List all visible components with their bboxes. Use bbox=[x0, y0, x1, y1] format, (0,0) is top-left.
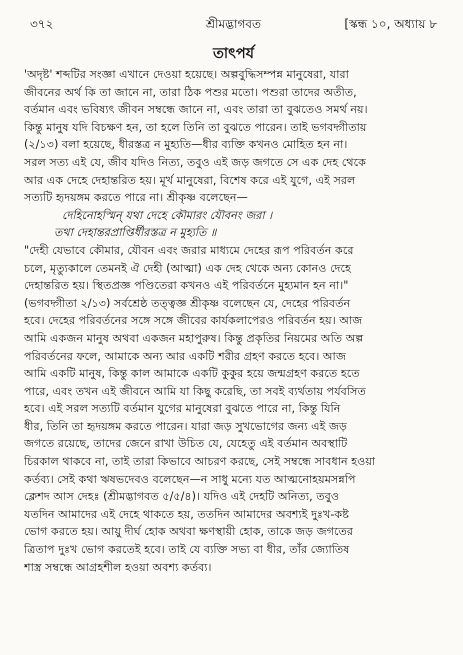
section-title: তাৎপর্য bbox=[212, 46, 255, 62]
text-line: "দেহী যেভাবে কৌমার, যৌবন এবং জরার মাধ্যমে দেহের রূপ পরিবর্তন করে bbox=[24, 243, 354, 257]
text-line: দেহান্তরিত হয়। স্থিতপ্রজ্ঞ পণ্ডিতেরা কখনও এই পরিবর্তনে মুহ্যমান হন না।" bbox=[24, 279, 349, 293]
text-line: কর্তব্য। সেই কথা ঋষভদেবও বলেছেন—ন সাধু মন্যে যত আত্মনোহয়মসন্নপি bbox=[24, 472, 356, 486]
text-line: সত্যটি হৃদয়ঙ্গম করতে পারে না। শ্রীকৃষ্ণ বলেছেন— bbox=[24, 191, 248, 205]
text-line: চিরকাল থাকবে না, তাই তারা কিভাবে আচরণ করছে, সেই সম্বন্ধে সাবধান হওয়া bbox=[24, 455, 376, 469]
text-line: ভোগ করতে হয়। আয়ু দীর্ঘ হোক অথবা ক্ষণস্থায়ী হোক, তাকে জড় জগতের bbox=[24, 525, 354, 539]
text-line: ধীর, তিনি তা হৃদয়ঙ্গম করতে পারেন। যারা জড় সুখভোগের জন্য এই জড় bbox=[24, 419, 348, 433]
text-line: (ভগবদ্গীতা ২/১৩) সর্বশ্রেষ্ঠ তত্ত্বজ্ঞ শ্রীকৃষ্ণ বলেছেন যে, দেহের পরিবর্তন bbox=[24, 296, 351, 310]
text-line: সরল সত্য এই যে, জীব যদিও নিত্য, তবুও এই জড় জগতে সে এক দেহ থেকে bbox=[24, 155, 366, 169]
text-line: যতদিন আমাদের এই দেহে থাকতে হয়, ততদিন আমাদের অবশ্যই দুঃখ-কষ্ট bbox=[24, 507, 349, 521]
text-line: পারে, এবং তখন এই জীবনে আমি যা কিছু করেছি, তা সবই ব্যর্থতায় পর্যবসিত bbox=[24, 384, 366, 398]
text-line: আমি একজন মানুষ অথবা একজন মহাপুরুষ। কিন্তু প্রকৃতির নিয়মের অতি অল্প bbox=[24, 331, 364, 345]
text-line: বর্তমান এবং ভবিষ্যৎ জীবন সম্বন্ধে জানে না, এবং তারা তা বুঝতেও সমর্থ নয়। bbox=[24, 103, 368, 117]
text-line: জগতে রয়েছে, তাদের জেনে রাখা উচিত যে, যেহেতু এই বর্তমান অবস্থাটি bbox=[24, 437, 348, 451]
text-line: জীবনের অর্থ কি তা জানে না, তারা ঠিক পশুর মতো। পশুরা তাদের অতীত, bbox=[24, 85, 357, 99]
canto-chapter-reference: [স্কন্ধ ১০, অধ্যায় ৮ bbox=[344, 17, 437, 31]
text-line: হবে। এই সরল সত্যটি বর্তমান যুগের মানুষেরা বুঝতে পারে না, কিন্তু যিনি bbox=[24, 402, 341, 416]
text-line: আর এক দেহে দেহান্তরিত হয়। মূর্খ মানুষেরা, বিশেষ করে এই যুগে, এই সরল bbox=[24, 173, 356, 187]
purport-text bbox=[24, 66, 443, 576]
text-line: 'অদৃষ্ট' শব্দটির সংজ্ঞা এখানে দেওয়া হয়েছে। অল্পবুদ্ধিসম্পন্ন মানুষেরা, যারা bbox=[24, 68, 349, 81]
text-line: (২/১৩) বলা হয়েছে, ধীরস্তত্র ন মুহ্যতি—ধীর ব্যক্তি কখনও মোহিত হন না। bbox=[24, 138, 348, 152]
text-line: হবে। দেহের পরিবর্তনের সঙ্গে সঙ্গে জীবের কার্যকলাপেরও পরিবর্তন হয়। আজ bbox=[24, 314, 363, 328]
text-line: কিন্তু মানুষ যদি বিচক্ষণ হন, তা হলে তিনি তা বুঝতে পারেন। তাই ভগবদ্গীতায় bbox=[24, 120, 367, 134]
text-line: চলে, মৃত্যুকালে তেমনই ঐ দেহী (আত্মা) এক দেহ থেকে অন্য কোনও দেহে bbox=[24, 261, 351, 275]
book-title: শ্রীমদ্ভাগবত bbox=[205, 17, 261, 31]
text-line: ক্লেশদ আস দেহঃ (শ্রীমদ্ভাগবত ৫/৫/৪)। যদিও এই দেহটি অনিত্য, তবুও bbox=[24, 490, 340, 504]
text-line: আমি একটি মানুষ, কিন্তু কাল আমাকে একটি কুকুর হয়ে জন্মগ্রহণ করতে হতে bbox=[24, 367, 360, 381]
verse-line: দেহিনোহস্মিন্ যথা দেহে কৌমারং যৌবনং জরা । bbox=[62, 208, 273, 222]
page-number: ৩৭২ bbox=[30, 17, 54, 31]
verse-line: তথা দেহান্তরপ্রাপ্তির্ধীরস্তত্র ন মুহ্যতি ॥ bbox=[54, 226, 217, 240]
text-line: শাস্ত্র সম্বন্ধে আগ্রহশীল হওয়া অবশ্য কর্তব্য। bbox=[24, 560, 212, 574]
text-line: পরিবর্তনের ফলে, আমাকে অন্য আর একটি শরীর গ্রহণ করতে হবে। আজ bbox=[24, 349, 346, 363]
running-header bbox=[24, 12, 443, 32]
text-line: ত্রিতাপ দুঃখ ভোগ করতেই হবে। তাই যে ব্যক্তি সভ্য বা ধীর, তাঁর জ্যোতিষ bbox=[24, 543, 350, 557]
